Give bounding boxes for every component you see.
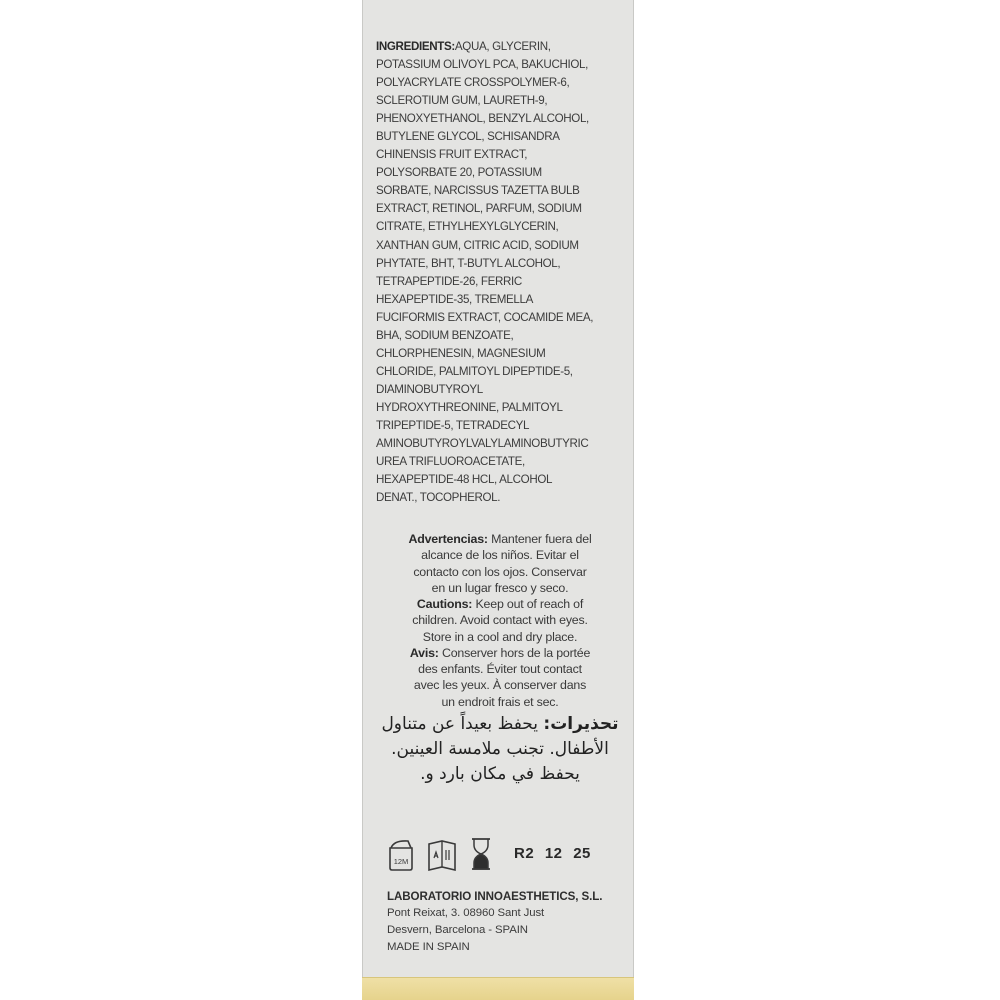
- warning-en-line: Store in a cool and dry place.: [422, 629, 578, 644]
- expiry-hourglass-icon: [470, 836, 492, 872]
- manufacturer-name: LABORATORIO INNOAESTHETICS, S.L.: [387, 890, 603, 903]
- warning-en-line: children. Avoid contact with eyes.: [412, 613, 588, 628]
- warning-ar-line: يحفظ في مكان بارد و.: [420, 764, 580, 784]
- ingredient-line: TETRAPEPTIDE-26, FERRIC: [376, 274, 522, 288]
- ingredient-line: PHYTATE, BHT, T-BUTYL ALCOHOL,: [376, 256, 561, 270]
- ingredient-line: BUTYLENE GLYCOL, SCHISANDRA: [376, 130, 560, 144]
- ingredient-line: HYDROXYTHREONINE, PALMITOYL: [376, 400, 563, 414]
- warning-es-label: Advertencias:: [408, 532, 488, 546]
- ingredient-line: CHLORIDE, PALMITOYL DIPEPTIDE-5,: [376, 364, 573, 378]
- ingredient-line: FUCIFORMIS EXTRACT, COCAMIDE MEA,: [376, 310, 594, 324]
- warning-es-line: alcance de los niños. Evitar el: [421, 548, 579, 563]
- ingredient-line: CHINENSIS FRUIT EXTRACT,: [376, 148, 528, 162]
- ingredient-line: AMINOBUTYROYLVALYLAMINOBUTYRIC: [376, 437, 589, 451]
- ingredient-line: SORBATE, NARCISSUS TAZETTA BULB: [376, 184, 580, 198]
- warning-ar-block: [378, 712, 622, 787]
- packaging-side-panel: [362, 0, 634, 1000]
- ingredient-line: INGREDIENTS:AQUA, GLYCERIN,: [376, 40, 551, 53]
- ingredients-label: INGREDIENTS:: [376, 40, 455, 53]
- ingredient-line: POTASSIUM OLIVOYL PCA, BAKUCHIOL,: [376, 58, 589, 72]
- warning-fr-line: un endroit frais et sec.: [441, 694, 559, 709]
- gold-bottom-strip: [362, 977, 634, 1000]
- warning-es-line: en un lugar fresco y seco.: [431, 580, 569, 595]
- ingredient-line: TRIPEPTIDE-5, TETRADECYL: [376, 418, 530, 432]
- ingredient-line: POLYSORBATE 20, POTASSIUM: [376, 166, 542, 180]
- warning-fr-line: des enfants. Éviter tout contact: [418, 662, 582, 676]
- ingredient-line: EXTRACT, RETINOL, PARFUM, SODIUM: [376, 202, 582, 216]
- warning-fr-line: avec les yeux. À conserver dans: [413, 678, 587, 693]
- ingredient-line: HEXAPEPTIDE-48 HCL, ALCOHOL: [376, 473, 553, 487]
- ingredient-line: CITRATE, ETHYLHEXYLGLYCERIN,: [376, 220, 559, 234]
- warning-es-line: Advertencias: Mantener fuera del: [408, 532, 592, 546]
- ingredient-line: BHA, SODIUM BENZOATE,: [376, 328, 514, 342]
- manufacturer-address-line1: Pont Reixat, 3. 08960 Sant Just: [387, 907, 545, 919]
- ingredient-line: CHLORPHENESIN, MAGNESIUM: [376, 346, 546, 360]
- ingredients-block: [376, 38, 626, 507]
- warning-en-label: Cautions:: [416, 597, 473, 611]
- warning-ar-label: تحذيرات:: [543, 714, 619, 734]
- ingredient-line: XANTHAN GUM, CITRIC ACID, SODIUM: [376, 238, 579, 252]
- warning-ar-line: تحذيرات: يحفظ بعيداً عن متناول: [381, 714, 619, 734]
- ingredient-line: POLYACRYLATE CROSSPOLYMER-6,: [376, 76, 570, 90]
- manufacturer-block: [387, 888, 627, 956]
- refer-to-manual-book-icon: [426, 836, 458, 872]
- ingredient-line: DENAT., TOCOPHEROL.: [376, 491, 501, 505]
- warning-en-line: Cautions: Keep out of reach of: [416, 597, 584, 611]
- warnings-block: [378, 531, 622, 710]
- lot-code: R2 12 25: [514, 845, 591, 862]
- manufacturer-address-line2: Desvern, Barcelona - SPAIN: [387, 924, 528, 936]
- ingredient-line: PHENOXYETHANOL, BENZYL ALCOHOL,: [376, 112, 589, 126]
- ingredient-line: DIAMINOBUTYROYL: [376, 382, 483, 396]
- ingredient-line: HEXAPEPTIDE-35, TREMELLA: [376, 292, 533, 306]
- warning-fr-label: Avis:: [409, 645, 439, 660]
- ingredient-line: UREA TRIFLUOROACETATE,: [376, 455, 525, 469]
- ingredient-line: SCLEROTIUM GUM, LAURETH-9,: [376, 94, 548, 108]
- pao-12m-jar-icon: [386, 836, 416, 872]
- made-in: MADE IN SPAIN: [387, 941, 470, 953]
- warning-es-line: contacto con los ojos. Conservar: [413, 564, 587, 579]
- warning-ar-line: الأطفال. تجنب ملامسة العينين.: [391, 739, 609, 759]
- warning-fr-line: Avis: Conserver hors de la portée: [409, 645, 591, 660]
- pao-text: 12M: [393, 857, 409, 866]
